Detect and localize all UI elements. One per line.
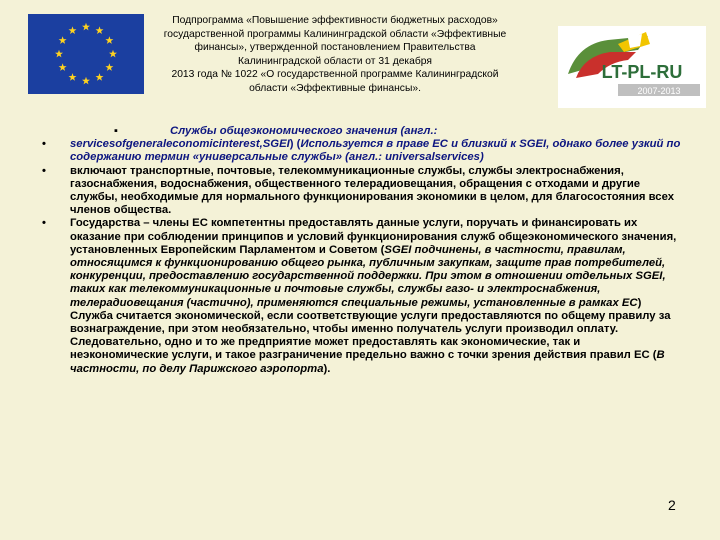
item-text: servicesofgeneraleconomicinterest,SGEI (70, 138, 290, 151)
item-text: ) Служба считается экономической, если соответствующие услуги предоставляются по общему правилу за вознаграждение, при этом необязательно, чтобы именно получатель услуги производил оплату. Следовательно, одно и то же предприятие может предоставлять как экономические, так и неэкономические услуги, и такое разграничение предельно важно с точки зрения действия правил ЕС ( (70, 296, 671, 362)
logo-name: LT-PL-RU (601, 62, 683, 82)
eu-flag-icon (28, 14, 144, 94)
item-text: включают транспортные, почтовые, телекоммуникационные службы, службы электроснабжения, газоснабжения, водоснабжения, общественного телерадиовещания, обращения с отходами и другие службы, необходимые для нормального функционирования экономики в целом, для благосостояния всех членов общества. (70, 164, 674, 217)
item-text: ) ( (289, 138, 301, 151)
bullet-list (36, 138, 681, 376)
slide-header (110, 14, 560, 96)
list-item (36, 138, 681, 164)
item-text-italic: SGEI подчинены, в частности, правилам, относящимся к функционированию общего рынка, публичным закупкам, защите прав потребителей, конкуренции, предоставлению государственной поддержки. При этом в отношении отдельных SGEI, таких как телекоммуникационные и почтовые службы, службы газо- и электроснабжения, телерадиовещания (частично), применяются специальные режимы, установленные в рамках ЕС (70, 243, 666, 309)
header-line: Подпрограмма «Повышение эффективности бюджетных расходов» (172, 15, 498, 26)
bullet-mark: • (42, 138, 46, 151)
list-item (36, 217, 681, 375)
item-text: ). (323, 362, 331, 375)
item-text-italic: В частности, по делу Парижского аэропорта (70, 349, 665, 375)
bullet-mark: • (42, 164, 46, 177)
item-text: Государства – члены ЕС компетентны предоставлять данные услуги, поручать и финансировать их оказание при соблюдении принципов и условий функционирования служб общеэкономического значения, установленных Европейским Парламентом и Советом ( (70, 217, 677, 256)
logo-years: 2007-2013 (637, 86, 681, 96)
header-line: финансы», утвержденной постановлением Правительства (194, 42, 476, 54)
item-text: Используется в праве ЕС и близкий к SGEI, однако более узкий по содержанию термин «универсальные службы» (англ.: universalservices) (70, 138, 681, 164)
header-line: 2013 года № 1022 «О государственной программе Калининградской (171, 69, 499, 81)
header-line: области «Эффективные финансы». (249, 82, 421, 94)
slide-content (36, 125, 681, 376)
bullet-mark: • (42, 217, 46, 230)
page-number: 2 (668, 497, 676, 513)
lt-pl-ru-logo (558, 26, 706, 108)
header-line: государственной программы Калининградской области «Эффективные (163, 28, 507, 40)
bullet-mark: ▪ (114, 125, 118, 137)
list-item (36, 165, 681, 218)
header-line: Калининградской области от 31 декабря (238, 55, 432, 67)
lead-line: Службы общеэкономического значения (англ.: (170, 125, 438, 137)
